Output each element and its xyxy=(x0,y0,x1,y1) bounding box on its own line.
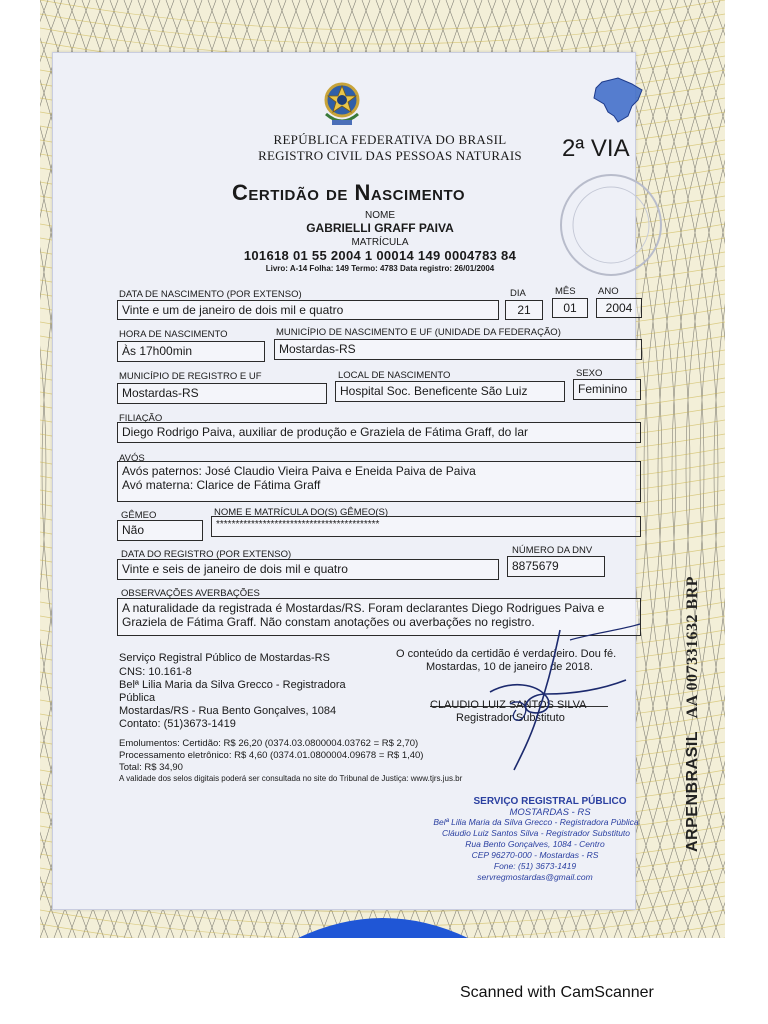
office-line-3: Belª Lilia Maria da Silva Grecco - Registradora xyxy=(119,679,346,691)
paternal-grandparents: Avós paternos: José Claudio Vieira Paiva e Eneida Paiva de Paiva xyxy=(122,464,476,478)
year-field: 2004 xyxy=(596,298,642,318)
attest-line-1: O conteúdo da certidão é verdadeiro. Dou fé. xyxy=(396,648,617,660)
office-line-2: CNS: 10.161-8 xyxy=(119,666,192,678)
stamp-line-3: Belª Lilia Maria da Silva Grecco - Registradora Pública xyxy=(433,817,639,827)
filiation-label: FILIAÇÃO xyxy=(119,413,163,424)
day-label: DIA xyxy=(510,288,526,299)
birth-place-field: Hospital Soc. Beneficente São Luiz xyxy=(335,381,565,402)
twin-name-field: ****************************************** xyxy=(211,516,641,537)
office-line-4: Pública xyxy=(119,692,156,704)
blue-seal-icon xyxy=(298,908,468,938)
observations-label: OBSERVAÇÕES AVERBAÇÕES xyxy=(121,588,260,599)
birth-place-label: LOCAL DE NASCIMENTO xyxy=(338,370,451,381)
filiation-field: Diego Rodrigo Paiva, auxiliar de produção e Graziela de Fátima Graff, do lar xyxy=(117,422,641,443)
handwritten-signature xyxy=(450,620,650,780)
birth-time-label: HORA DE NASCIMENTO xyxy=(119,329,228,340)
stamp-line-6: CEP 96270-000 - Mostardas - RS xyxy=(471,850,599,860)
office-line-1: Serviço Registral Público de Mostardas-RS xyxy=(119,652,330,664)
stamp-line-4: Cláudio Luiz Santos Silva - Registrador Substituto xyxy=(441,828,631,838)
day-field: 21 xyxy=(505,300,543,320)
stamp-line-2: MOSTARDAS - RS xyxy=(509,807,591,818)
month-field: 01 xyxy=(552,298,588,318)
grandparents-field xyxy=(117,461,641,502)
registry-city-label: MUNICÍPIO DE REGISTRO E UF xyxy=(119,371,262,382)
sex-field: Feminino xyxy=(573,379,641,400)
arpen-brand: ARPENBRASIL xyxy=(684,731,701,852)
copy-number: 2ª VIA xyxy=(562,135,630,162)
observations-line-1: A naturalidade da registrada é Mostardas/RS. Foram declarantes Diego Rodrigues Paiva e xyxy=(122,601,605,615)
birth-date-label: DATA DE NASCIMENTO (POR EXTENSO) xyxy=(119,289,302,300)
office-line-6: Contato: (51)3673-1419 xyxy=(119,718,236,730)
fees-line-2: Processamento eletrônico: R$ 4,60 (0374.01.0800004.09678 = R$ 1,40) xyxy=(119,750,424,761)
attest-line-2: Mostardas, 10 de janeiro de 2018. xyxy=(426,661,593,673)
grandparents-label: AVÓS xyxy=(119,453,145,464)
faded-round-stamp xyxy=(556,170,666,280)
camscanner-watermark: Scanned with CamScanner xyxy=(460,984,654,1001)
office-line-5: Mostardas/RS - Rua Bento Gonçalves, 1084 xyxy=(119,705,337,717)
matricula-value: 101618 01 55 2004 1 00014 149 0004783 84 xyxy=(243,248,517,263)
registry-city-field: Mostardas-RS xyxy=(117,383,327,404)
brazil-coat-of-arms-icon xyxy=(318,78,366,130)
arpen-serial: AA 007331632 BRP xyxy=(684,576,701,719)
header-republic: REPÚBLICA FEDERATIVA DO BRASIL xyxy=(273,132,507,147)
birth-time-field: Às 17h00min xyxy=(117,341,265,362)
name-label: NOME xyxy=(365,210,395,221)
signer-name: CLAUDIO LUIZ SANTOS SILVA xyxy=(430,699,587,711)
birth-date-field: Vinte e um de janeiro de dois mil e quatro xyxy=(117,300,499,320)
stamp-line-1: SERVIÇO REGISTRAL PÚBLICO xyxy=(473,796,627,807)
twin-field: Não xyxy=(117,520,203,541)
name-value: GABRIELLI GRAFF PAIVA xyxy=(306,221,454,235)
stamp-line-5: Rua Bento Gonçalves, 1084 - Centro xyxy=(465,839,605,849)
dnv-field: 8875679 xyxy=(507,556,605,577)
signer-role: Registrador Substituto xyxy=(456,712,565,724)
arpen-side-strip xyxy=(662,540,712,870)
maternal-grandparents: Avó materna: Clarice de Fátima Graff xyxy=(122,478,321,492)
header-registry: REGISTRO CIVIL DAS PESSOAS NATURAIS xyxy=(258,148,522,163)
document-title: Certidão de Nascimento xyxy=(232,180,466,205)
book-line: Livro: A-14 Folha: 149 Termo: 4783 Data registro: 26/01/2004 xyxy=(265,264,495,273)
registry-date-label: DATA DO REGISTRO (POR EXTENSO) xyxy=(121,549,292,560)
fees-line-3: Total: R$ 34,90 xyxy=(119,762,183,773)
twin-name-label: NOME E MATRÍCULA DO(S) GÊMEO(S) xyxy=(214,507,389,518)
month-label: MÊS xyxy=(555,286,576,297)
matricula-label: MATRÍCULA xyxy=(351,237,409,248)
fees-line-4: A validade dos selos digitais poderá ser consultada no site do Tribunal de Justiça: www.tjrs.jus.br xyxy=(119,774,463,783)
registry-date-field: Vinte e seis de janeiro de dois mil e quatro xyxy=(117,559,499,580)
sex-label: SEXO xyxy=(576,368,603,379)
dnv-label: NÚMERO DA DNV xyxy=(512,545,593,556)
brazil-map-icon xyxy=(588,76,646,126)
birth-city-label: MUNICÍPIO DE NASCIMENTO E UF (UNIDADE DA FEDERAÇÃO) xyxy=(276,327,561,338)
birth-city-field: Mostardas-RS xyxy=(274,339,642,360)
year-label: ANO xyxy=(598,286,619,297)
twin-label: GÊMEO xyxy=(121,510,157,521)
stamp-line-8: servregmostardas@gmail.com xyxy=(477,872,593,882)
stamp-line-7: Fone: (51) 3673-1419 xyxy=(493,861,577,871)
observations-line-2: Graziela de Fátima Graff. Não constam anotações ou averbações no registro. xyxy=(122,615,535,629)
fees-line-1: Emolumentos: Certidão: R$ 26,20 (0374.03.0800004.03762 = R$ 2,70) xyxy=(119,738,419,749)
